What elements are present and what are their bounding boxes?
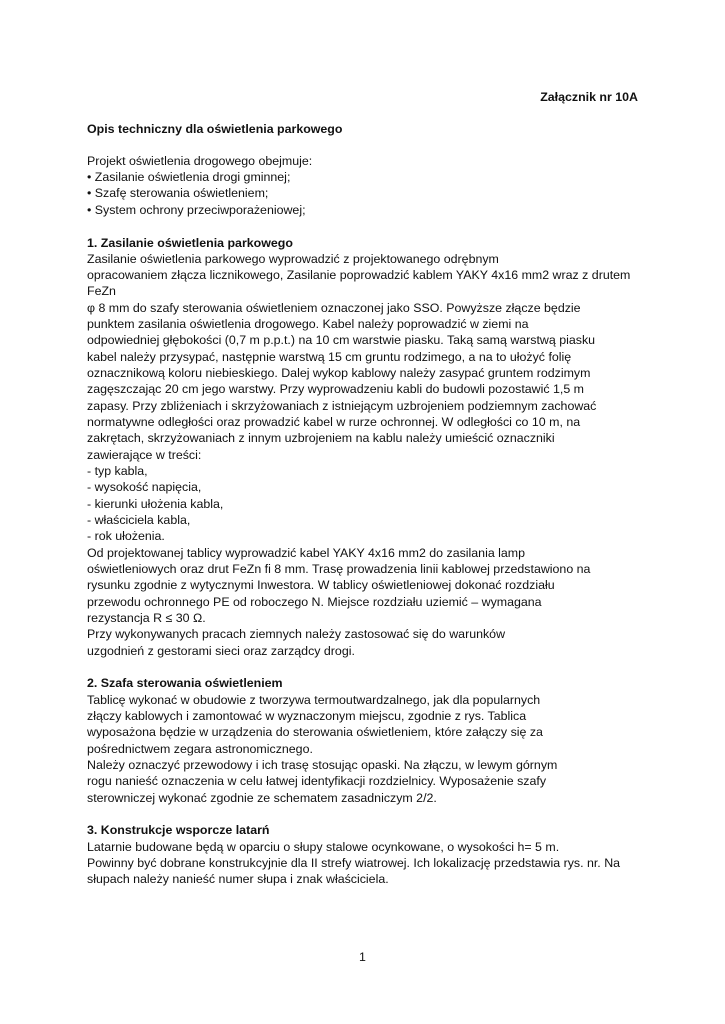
section1-line: Od projektowanej tablicy wyprowadzić kabel YAKY 4x16 mm2 do zasilania lamp — [87, 546, 526, 560]
section1-line: kabel należy przysypać, następnie warstwą 15 cm gruntu rodzimego, a na to ułożyć folię — [87, 350, 572, 364]
section3-line: Powinny być dobrane konstrukcyjnie dla II strefy wiatrowej. Ich lokalizację przedstawia rys. nr. Na — [87, 856, 621, 870]
page-number: 1 — [359, 950, 366, 964]
section2-line: wyposażona będzie w urządzenia do sterowania oświetleniem, które załączy się za — [87, 725, 543, 739]
section1-line: zakrętach, skrzyżowaniach z innym uzbrojeniem na kablu należy umieścić oznaczniki — [87, 431, 555, 445]
section2-line: złączy kablowych i zamontować w wyznaczonym miejscu, zgodnie z rys. Tablica — [87, 709, 527, 723]
section1-line: rezystancja R ≤ 30 Ω. — [87, 611, 206, 625]
section1-line: Przy wykonywanych pracach ziemnych należy zastosować się do warunków — [87, 627, 506, 641]
section1-line: oświetleniowych oraz drut FeZn fi 8 mm. Trasę prowadzenia linii kablowej przedstawiono na — [87, 562, 591, 576]
section1-list-item: - kierunki ułożenia kabla, — [87, 497, 224, 511]
section2-heading: 2. Szafa sterowania oświetleniem — [87, 676, 283, 690]
section2-line: rogu nanieść oznaczenia w celu łatwej identyfikacji rozdzielnicy. Wyposażenie szafy — [87, 774, 547, 788]
section1-line: Zasilanie oświetlenia parkowego wyprowadzić z projektowanego odrębnym — [87, 252, 499, 266]
section1-line: odpowiedniej głębokości (0,7 m p.p.t.) na 10 cm warstwie piasku. Taką samą warstwą piasku — [87, 333, 596, 347]
section1-list-item: - typ kabla, — [87, 464, 148, 478]
section3-line: Latarnie budowane będą w oparciu o słupy stalowe ocynkowane, o wysokości h= 5 m. — [87, 840, 560, 854]
section1-line: uzgodnień z gestorami sieci oraz zarządcy drogi. — [87, 644, 355, 658]
section2-line: sterowniczej wykonać zgodnie ze schematem zasadniczym 2/2. — [87, 791, 437, 805]
section1-line: FeZn — [87, 284, 116, 298]
section1-line: opracowaniem złącza licznikowego, Zasilanie poprowadzić kablem YAKY 4x16 mm2 wraz z drutem — [87, 268, 631, 282]
section1-line: przewodu ochronnego PE od roboczego N. Miejsce rozdziału uziemić – wymagana — [87, 595, 542, 609]
intro-bullet: • System ochrony przeciwporażeniowej; — [87, 203, 306, 217]
section1-list-item: - właściciela kabla, — [87, 513, 191, 527]
section1-list-item: - wysokość napięcia, — [87, 480, 202, 494]
section3-line: słupach należy nanieść numer słupa i znak właściciela. — [87, 872, 389, 886]
intro-bullet: • Zasilanie oświetlenia drogi gminnej; — [87, 170, 291, 184]
section3-heading: 3. Konstrukcje wsporcze latarń — [87, 823, 270, 837]
section1-line: rysunku zgodnie z wytycznymi Inwestora. W tablicy oświetleniowej dokonać rozdziału — [87, 578, 555, 592]
section1-heading: 1. Zasilanie oświetlenia parkowego — [87, 236, 293, 250]
section1-line: normatywne odległości oraz prowadzić kabel w rurze ochronnej. W odległości co 10 m, na — [87, 415, 581, 429]
section1-line: φ 8 mm do szafy sterowania oświetleniem oznaczonej jako SSO. Powyższe złącze będzie — [87, 301, 581, 315]
section1-line: zagęszczając 20 cm jego warstwy. Przy wyprowadzeniu kabli do budowli pozostawić 1,5 m — [87, 382, 584, 396]
section1-line: oznacznikową koloru niebieskiego. Dalej wykop kablowy należy zasypać gruntem rodzimym — [87, 366, 591, 380]
section1-list-item: - rok ułożenia. — [87, 529, 165, 543]
section1-line: zapasy. Przy zbliżeniach i skrzyżowaniach z istniejącym uzbrojeniem podziemnym zachować — [87, 399, 597, 413]
section1-line: zawierające w treści: — [87, 448, 202, 462]
intro-bullet: • Szafę sterowania oświetleniem; — [87, 186, 269, 200]
annex-label: Załącznik nr 10A — [540, 90, 638, 104]
section2-line: Należy oznaczyć przewodowy i ich trasę stosując opaski. Na złączu, w lewym górnym — [87, 758, 558, 772]
document-title: Opis techniczny dla oświetlenia parkowego — [87, 122, 343, 136]
section2-line: Tablicę wykonać w obudowie z tworzywa termoutwardzalnego, jak dla popularnych — [87, 693, 541, 707]
intro-line: Projekt oświetlenia drogowego obejmuje: — [87, 154, 313, 168]
section1-line: punktem zasilania oświetlenia drogowego. Kabel należy poprowadzić w ziemi na — [87, 317, 529, 331]
section2-line: pośrednictwem zegara astronomicznego. — [87, 742, 313, 756]
